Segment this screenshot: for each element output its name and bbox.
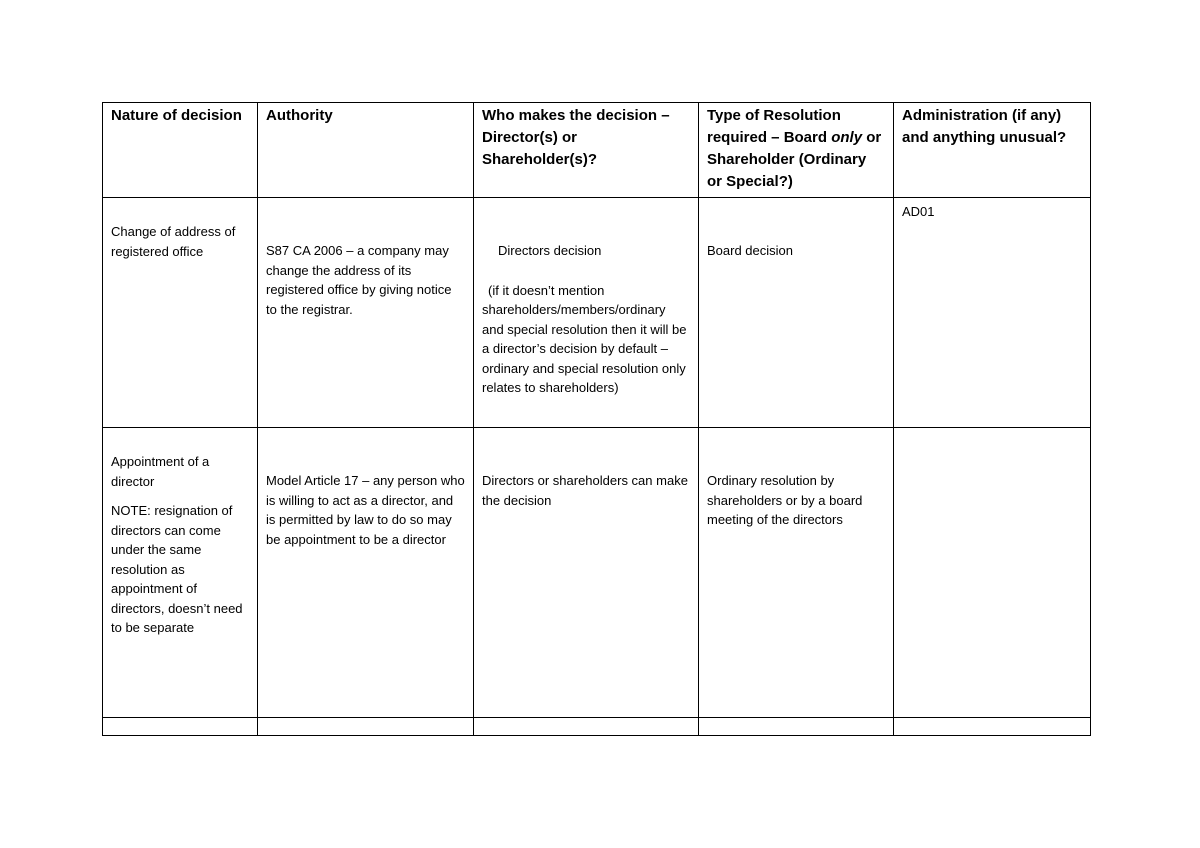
cell-administration xyxy=(894,428,1091,718)
cell-administration xyxy=(894,718,1091,736)
cell-resolution: Board decision xyxy=(699,198,894,428)
table-row xyxy=(103,198,1091,428)
decision-table xyxy=(102,102,1091,736)
cell-administration: AD01 xyxy=(894,198,1091,428)
cell-who: Directors decision (if it doesn’t mention shareholders/members/ordinary and special resolution then it will be a director’s decision by default – ordinary and special resolution only relates to shareholders) xyxy=(474,198,699,428)
header-type-of-resolution: Type of Resolution required – Board only or Shareholder (Ordinary or Special?) xyxy=(699,103,894,198)
cell-authority: S87 CA 2006 – a company may change the address of its registered office by giving notice to the registrar. xyxy=(258,198,474,428)
header-nature-of-decision: Nature of decision xyxy=(103,103,258,198)
header-authority: Authority xyxy=(258,103,474,198)
table-header-row xyxy=(103,103,1091,198)
table-row xyxy=(103,718,1091,736)
cell-authority: Model Article 17 – any person who is willing to act as a director, and is permitted by law to do so may be appointment to be a director xyxy=(258,428,474,718)
cell-resolution: Ordinary resolution by shareholders or by a board meeting of the directors xyxy=(699,428,894,718)
cell-nature: Change of address of registered office xyxy=(103,198,258,428)
cell-nature: Appointment of a director NOTE: resignation of directors can come under the same resolution as appointment of directors, doesn’t need to be separate xyxy=(103,428,258,718)
cell-authority xyxy=(258,718,474,736)
cell-who: Directors or shareholders can make the decision xyxy=(474,428,699,718)
cell-resolution xyxy=(699,718,894,736)
cell-nature xyxy=(103,718,258,736)
cell-who xyxy=(474,718,699,736)
header-who-makes-decision: Who makes the decision – Director(s) or Shareholder(s)? xyxy=(474,103,699,198)
table-row xyxy=(103,428,1091,718)
header-administration: Administration (if any) and anything unusual? xyxy=(894,103,1091,198)
who-note: (if it doesn’t mention shareholders/members/ordinary and special resolution then it will be a director’s decision by default – ordinary and special resolution only relates to shareholders) xyxy=(482,282,691,395)
